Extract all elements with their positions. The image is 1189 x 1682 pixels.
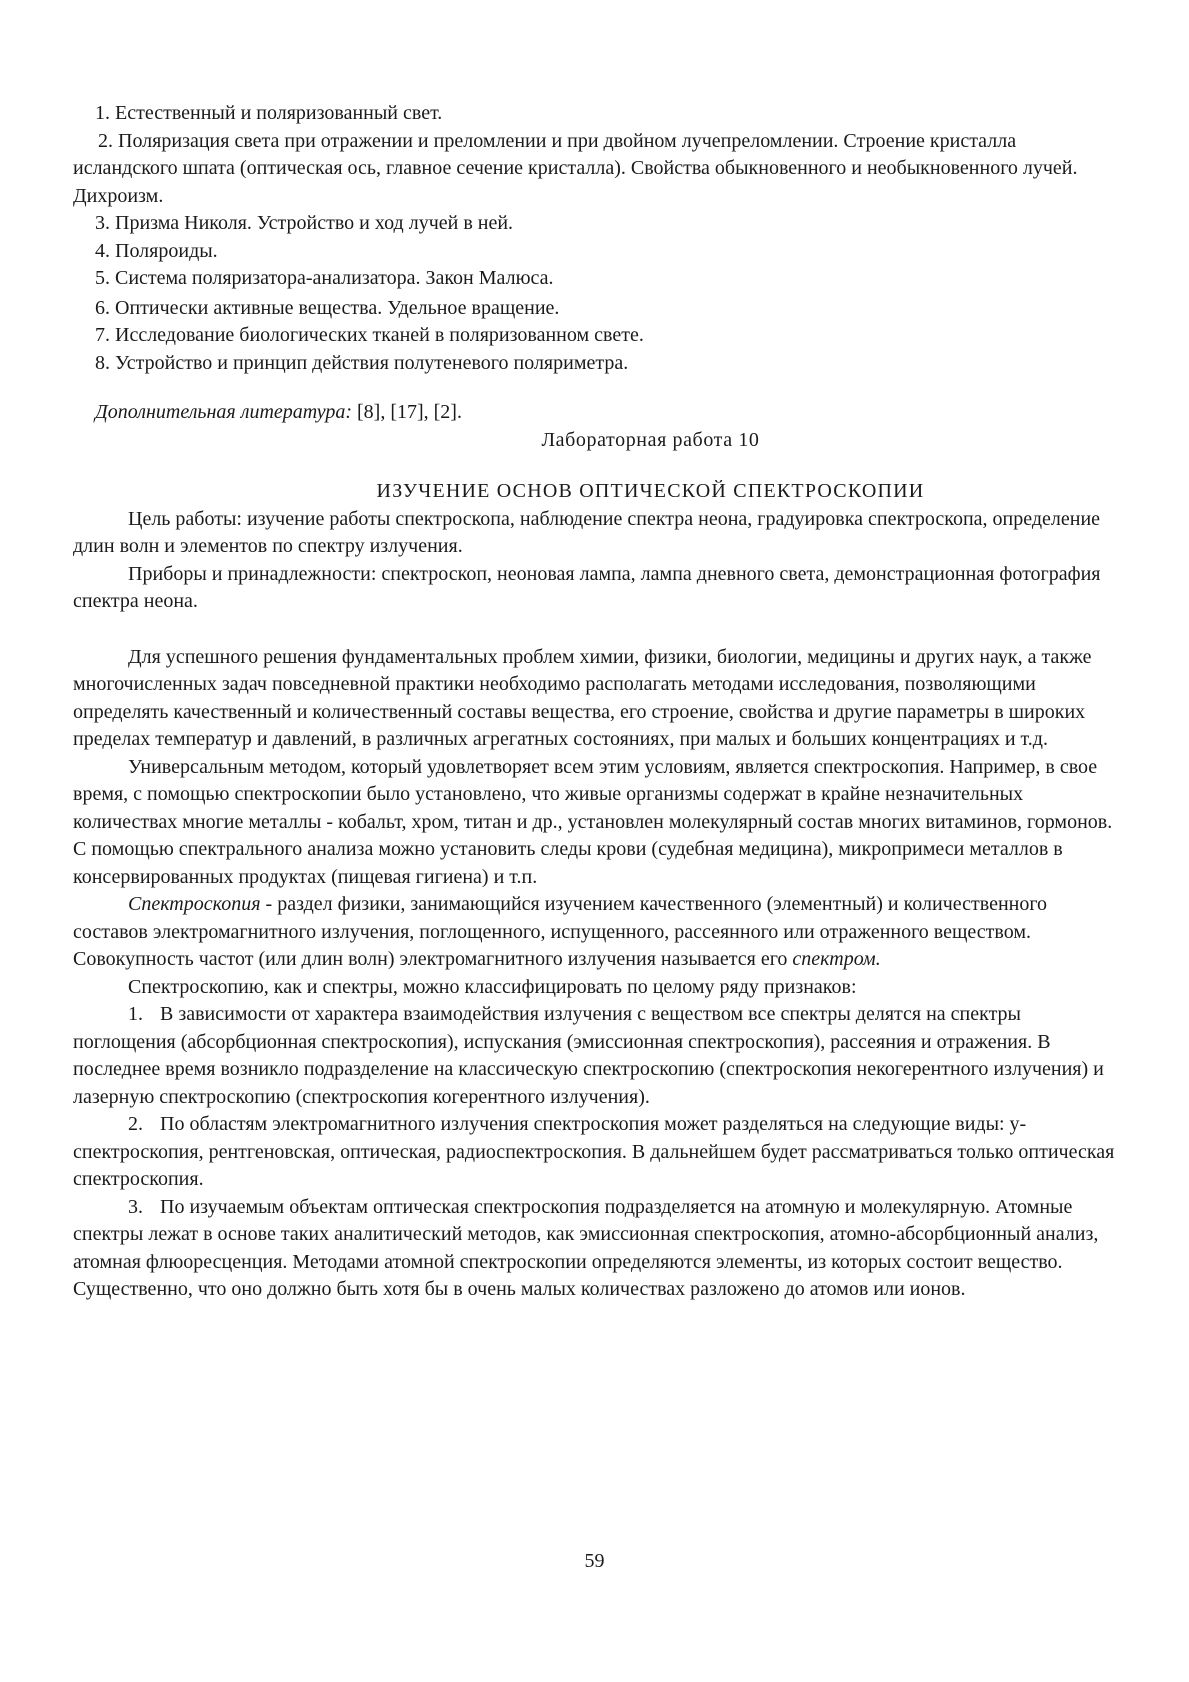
classification-text: По изучаемым объектам оптическая спектроскопия подразделяется на атомную и молекулярную. Атомные спектры лежат в основе таких аналитический методов, как эмиссионная спектроскопия, атомно-абсорбционный анализ, атомная флюоресценция. Методами атомной спектроскопии определяются элементы, из которых состоит вещество. Существенно, что оно должно быть хотя бы в очень малых количествах разложено до атомов или ионов.: [73, 1195, 1099, 1300]
classification-item: [73, 1194, 1118, 1304]
question-item: 3. Призма Николя. Устройство и ход лучей в ней.: [95, 212, 514, 234]
body-paragraph: Для успешного решения фундаментальных проблем химии, физики, биологии, медицины и других наук, а также многочисленных задач повседневной практики необходимо располагать методами исследования, позволяющими определять качественный и количественный составы вещества, его строение, свойства и другие параметры в широких пределах температур и давлений, в различных агрегатных состояниях, при малых и больших концентрациях и т.д.: [73, 645, 1092, 750]
page-number: 59: [584, 1550, 605, 1572]
classification-item: [73, 1001, 1118, 1111]
definition-paragraph: [73, 891, 1118, 974]
lab-title: ИЗУЧЕНИЕ ОСНОВ ОПТИЧЕСКОЙ СПЕКТРОСКОПИИ: [376, 480, 925, 502]
literature-label: Дополнительная литература:: [95, 401, 352, 423]
question-item: 6. Оптически активные вещества. Удельное вращение.: [95, 296, 560, 319]
lab-number: Лабораторная работа 10: [541, 428, 760, 451]
classification-number: 2.: [128, 1113, 143, 1135]
definition-text: - раздел физики, занимающийся изучением качественного (элементный) и количественного составов электромагнитного излучения, поглощенного, испущенного, рассеянного или отраженного веществом. Совокупность частот (или длин волн) электромагнитного излучения называется его: [73, 893, 1048, 970]
question-item: 8. Устройство и принцип действия полутеневого поляриметра.: [95, 351, 629, 374]
term-spectrum: спектром.: [792, 948, 881, 970]
classification-text: В зависимости от характера взаимодействия излучения с веществом все спектры делятся на спектры поглощения (абсорбционная спектроскопия), испускания (эмиссионная спектроскопия), рассеяния и отражения. В последнее время возникло подразделение на классическую спектроскопию (спектроскопия некогерентного излучения) и лазерную спектроскопию (спектроскопия когерентного излучения).: [73, 1003, 1104, 1108]
question-item: 1. Естественный и поляризованный свет.: [95, 102, 443, 124]
literature-refs: [8], [17], [2].: [352, 401, 462, 423]
equipment-paragraph: Приборы и принадлежности: спектроскоп, неоновая лампа, лампа дневного света, демонстрационная фотография спектра неона.: [73, 562, 1101, 612]
body-paragraph: Спектроскопию, как и спектры, можно классифицировать по целому ряду признаков:: [128, 975, 857, 998]
question-item: 7. Исследование биологических тканей в поляризованном свете.: [95, 324, 644, 346]
classification-number: 1.: [128, 1003, 143, 1025]
document-page: [73, 100, 1118, 1304]
classification-item: [73, 1111, 1118, 1194]
review-questions-list: [73, 100, 1118, 377]
term-spectroscopy: Спектроскопия: [128, 893, 261, 915]
question-item: 2. Поляризация света при отражении и преломлении и при двойном лучепреломлении. Строение кристалла исландского шпата (оптическая ось, главное сечение кристалла). Свойства обыкновенного и необыкновенного лучей. Дихроизм.: [73, 129, 1078, 207]
classification-text: По областям электромагнитного излучения спектроскопия может разделяться на следующие виды: у-спектроскопия, рентгеновская, оптическая, радиоспектроскопия. В дальнейшем будет рассматриваться только оптическая спектроскопия.: [73, 1113, 1115, 1190]
additional-literature: [73, 399, 1118, 427]
question-item: 5. Система поляризатора-анализатора. Закон Малюса.: [95, 267, 554, 289]
goal-paragraph: Цель работы: изучение работы спектроскопа, наблюдение спектра неона, градуировка спектроскопа, определение длин волн и элементов по спектру излучения.: [73, 507, 1101, 557]
body-paragraph: Универсальным методом, который удовлетворяет всем этим условиям, является спектроскопия. Например, в свое время, с помощью спектроскопии было установлено, что живые организмы содержат в крайне незначительных количествах многие металлы - кобальт, хром, титан и др., установлен молекулярный состав многих витаминов, гормонов. С помощью спектрального анализа можно установить следы крови (судебная медицина), микропримеси металлов в консервированных продуктах (пищевая гигиена) и т.п.: [73, 755, 1113, 888]
classification-number: 3.: [128, 1195, 143, 1218]
question-item: 4. Поляроиды.: [95, 239, 218, 262]
